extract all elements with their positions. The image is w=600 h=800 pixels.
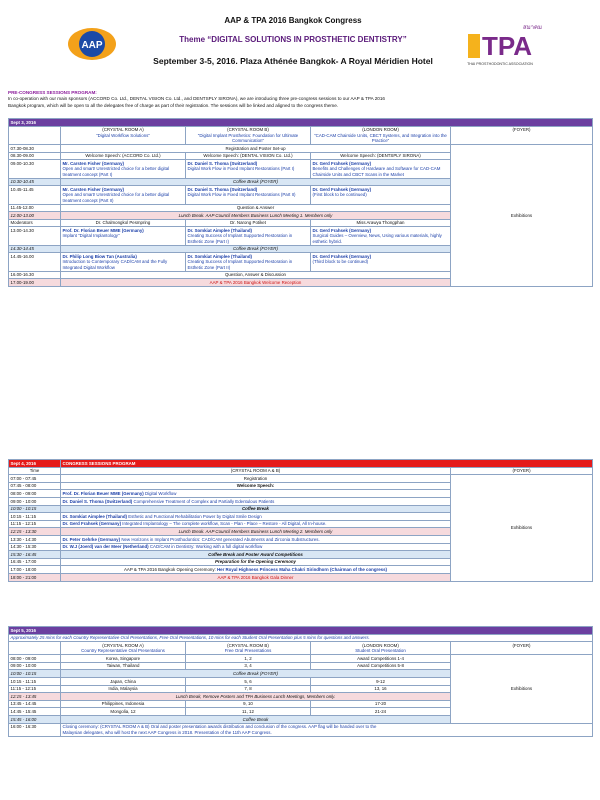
sept5-row: 10:15 - 11:15 Japan, China 5, 6 9-12 [9,677,593,685]
speaker: Prof. Dr. Florian Beuer MME (Germany) [62,227,144,233]
time: 14.30-14.45 [9,245,61,253]
welcome-a: Welcome Speech: (ACCORD Co. Ltd.) [61,152,186,160]
aap-logo-text: AAP [81,40,103,51]
sept4-row: 08:00 - 09:00 Prof. Dr. Florian Beuer MME (Germany) Digital Workflow [9,490,593,498]
time: 10.45-11.45 [9,186,61,204]
sept5-row: 15:45 - 16:00 Coffee Break [9,715,593,723]
topic: Creating Success of Implant Supported Restoration in Esthetic Zone (Part II) [187,259,293,270]
time-label: Time [9,467,61,475]
moderator-b: Dr. Narong Potiket [186,219,311,227]
closing-1: Closing ceremony: (CRYSTAL ROOM A & B) Oral and poster presentation awards distribution and conclusion of the congress. AAP flag will be handed over to the [62,724,377,730]
speaker: Dr. Somkiat Aimplee (Thailand) [187,253,252,259]
sept5-row: 09:00 - 10:00 Taiwan, Thailand 3, 4 Award Competitions 5-8 [9,662,593,670]
tpa-logo [450,22,550,84]
time: 09.00-10.30 [9,160,61,178]
intro [8,90,592,109]
sept4-row: 07:45 - 08:00 Welcome Speech: [9,482,593,490]
speaker: Dr. Philip Long Biow Tan (Australia) [62,253,137,259]
sept3-date-row [9,119,593,127]
aap-logo [66,24,118,64]
topic: Benefits and Challenges of Hardware and Software for CAD-CAM Chairside Units and CBCT Scans in the Market [312,166,441,177]
room-a-title: "Digital Workflow Solutions" [96,132,150,138]
speaker: Dr. Daniel S. Thoma (Switzerland) [187,186,258,192]
sept3-row-0730 [9,145,593,153]
sept4-rooms-row [9,467,593,475]
tpa-logo-mark [468,34,480,58]
closing-2: Malaysian delegates, who will host the next AAP Congress in 2018. Presentation of the 11th AAP Congress. [62,729,272,735]
sept4-row: 17:00 - 18:00 AAP & TPA 2016 Bangkok Opening Ceremony: Her Royal Highness Princess Maha Chakri Sirindhorn (Chairman of the congress) [9,566,593,574]
speaker: Dr. Gerd Frahsek (Germany) [312,253,372,259]
congress-date-venue: September 3-5, 2016. Plaza Athénée Bangkok- A Royal Méridien Hotel [153,56,433,66]
moderator-a: Dr. Chalmongkol Pesmpring [61,219,186,227]
time: 16.00-16.30 [9,271,61,279]
speaker: Dr. Somkiat Aimplee (Thailand) [187,227,252,233]
tpa-logo-text: TPA [481,31,533,61]
room-b-title: "Digital Implant Prosthetics: Foundation for Ultimate Communication" [197,132,299,143]
sept5-row: 10:00 - 10:15 Coffee Break (FOYER) [9,670,593,678]
sept5-date-row [9,627,593,635]
welcome-c: Welcome Speech: (DENTSPLY SIRONA) [311,152,451,160]
topic: Introduction to Contemporary CAD/CAM and the Fully Integrated Digital Workflow [62,259,168,270]
discussion: Question, Answer & Discussion [61,271,451,279]
sept4-row: 10:15 - 11:15 Dr. Somkiat Aimplee (Thailand) Esthetic and Functional Rehabilitation Power by Digital Smile Design [9,513,593,521]
sept5-table [8,626,593,737]
sept5-note-row [9,634,593,642]
room-ab-label: (CRYSTAL ROOM A & B) [61,467,451,475]
sept5-date: Sept 5, 2016 [9,627,593,635]
congress-theme: Theme “DIGITAL SOLUTIONS IN PROSTHETIC DENTISTRY” [179,35,407,44]
time: 12.00-13.00 [9,212,61,220]
sept3-date: Sept 3, 2016 [9,119,593,127]
sept5-row: 13:45 - 14:45 Philippines, Indonesia 9, 10 17-20 [9,700,593,708]
moderators-label: Moderators [9,219,61,227]
time: 10.30-10.45 [9,178,61,186]
time: 13.00-14.30 [9,227,61,245]
welcome-b: Welcome Speech: (DENTAL VISION Co. Ltd.) [186,152,311,160]
sept5-row: 11:15 - 12:15 India, Malaysia 7, 8 13, 16 [9,685,593,693]
topic: (Third block to be continued) [312,259,369,265]
sept4-title: CONGRESS SESSIONS PROGRAM [61,460,593,468]
welcome-reception: AAP & TPA 2016 Bangkok Welcome Reception [61,279,451,287]
sept4-row: 16:45 - 17:00 Preparation for the Opening Ceremony [9,558,593,566]
tpa-logo-top: สมาคม [523,25,542,31]
topic: Surgical Guides – Overview, News, Using various materials, highly esthetic hybrid. [312,233,442,244]
speaker: Dr. Gerd Frahsek (Germany) [312,160,372,166]
sept4-row: 15:30 - 16:45 Coffee Break and Poster Award Competitions [9,551,593,559]
speaker: Mr. Carsten Fisher (Germany) [62,160,124,166]
london-room-label: (LONDON ROOM) [362,127,399,133]
intro-title: PRE-CONGRESS SESSIONS PROGRAM: [8,90,97,95]
topic: Digital Work Flow in Fixed Implant Restorations (Part II) [187,192,296,198]
sept5-exhibitions: Exhibitions [451,655,593,723]
tpa-logo-sub: THAI PROSTHODONTIC ASSOCIATION [467,62,533,66]
time: 17.00-19.00 [9,279,61,287]
speaker: Dr. Gerd Frahsek (Germany) [312,227,372,233]
topic: Open and smart! Unrestricted choice for a better digital treatment concept (Part II) [62,192,170,203]
congress-title: AAP & TPA 2016 Bangkok Congress [224,16,362,25]
sept4-row: 14:30 - 15:30 Dr. W.J (Joerd) van der Meer (Netherland) CAD/CAM in Dentistry: Working with a full digital workflow [9,543,593,551]
sept5-row: 12:15 - 13:45 Lunch Break, Remove Posters and TPA Business Lunch Meetings, Members only. [9,693,593,701]
sept4-row: 11:15 - 12:15 Dr. Gerd Frahsek (Germany) Integrated Implantology – The complete workflow, Scan - Plan - Place – Restore - All Digital, All In-house. [9,520,593,528]
speaker: Dr. Daniel S. Thoma (Switzerland) [187,160,258,166]
sept4-row: 07:00 - 07:45 Registration Exhibitions [9,475,593,483]
speaker: Mr. Carsten Fisher (Germany) [62,186,124,192]
sept4-row: 12:15 - 13:30 Lunch Break. AAP Council Members Business Lunch Meeting 2. Members only [9,528,593,536]
foyer-label: (FOYER) [451,126,593,144]
speaker: Dr. Gerd Frahsek (Germany) [312,186,372,192]
intro-text-1: In co-operation with our main sponsors (ACCORD Co. Ltd., DENTAL VISION Co. Ltd., and DENTSPLY SIRONA), we are introducing three pre-congress sessions to our AAP & TPA 2016 [8,96,385,102]
topic: (First block to be continued) [312,192,367,198]
topic: Open and smart! Unrestricted choice for a better digital treatment concept (Part I) [62,166,170,177]
registration: Registration and Poster Set-up [61,145,451,153]
sept4-exhibitions: Exhibitions [451,475,593,581]
sept4-table [8,459,593,582]
sept3-table [8,118,593,287]
coffee-break: Coffee Break (FOYER) [61,245,451,253]
sept3-rooms-row [9,126,593,144]
header [0,0,600,95]
time: 07.30-08.30 [9,145,61,153]
sept5-rooms-row: (CRYSTAL ROOM A) Country Representative Oral Presentations (CRYSTAL ROOM B) Free Oral Presentations (LONDON ROOM) Student Oral Presentation (FOYER) [9,642,593,655]
sept5-row: 08:00 - 09:00 Korea, Singapore 1, 2 Award Competitions 1-4 Exhibitions [9,655,593,663]
time: 08.30-09.00 [9,152,61,160]
coffee-break: Coffee Break (FOYER) [61,178,451,186]
qa: Question & Answer [61,204,451,212]
time: 16:00 - 16:30 [9,723,61,736]
sept4-date: Sept 4, 2016 [9,460,61,468]
intro-text-2: Bangkok program, which will be open to all the delegates free of charge as part of their registration. The sessions will be linked and aligned to the congress theme. [8,102,339,108]
room-b-label: (CRYSTAL ROOM B) [227,127,269,133]
time: 11.45-12.00 [9,204,61,212]
sept4-row: 18:00 - 21:00 AAP & TPA 2016 Bangkok Gala Dinner [9,573,593,581]
foyer-label: (FOYER) [451,467,593,475]
sept5-row: 14:45 - 15:45 Mongolia, 12 11, 12 21-24 [9,708,593,716]
topic: Creating Success of Implant Supported Restoration in Esthetic Zone (Part I) [187,233,293,244]
topic: Digital Work Flow in Fixed Implant Restorations (Part I) [187,166,295,172]
sept3-exhibitions: Exhibitions [451,145,593,287]
sept4-row: 13:30 - 14:30 Dr. Peter Gehrke (Germany) New Horizons in Implant Prosthodontics: CAD/CAM generated Abutments and Zirconia Substructures. [9,535,593,543]
sept5-note: Approximately 25 mins for each Country Representative Oral Presentations, Free Oral Presentations, 10 mins for each Student Oral Presentation plus 5 mins for questions and answers. [9,634,593,642]
london-room-title: "CAD-CAM Chairside Units, CBCT Systems, and Integration into the Practice" [314,132,447,143]
sept4-row: 09:00 - 10:00 Dr. Daniel S. Thoma (Switzerland) Comprehensive Treatment of Complex and Partially Edentulous Patients [9,497,593,505]
room-a-label: (CRYSTAL ROOM A) [102,127,144,133]
sept5-closing-row [9,723,593,736]
foyer-label: (FOYER) [451,642,593,655]
time: 14.45-16.00 [9,253,61,271]
sept4-row: 10:00 - 10:15 Coffee Break [9,505,593,513]
sept4-date-row [9,460,593,468]
moderator-c: Miss Arawya Thongphan [311,219,451,227]
lunch-break: Lunch Break. AAP Council Members Business Lunch Meeting 1. Members only [61,212,451,220]
topic: Implant "Digital Implantology" [62,233,120,239]
